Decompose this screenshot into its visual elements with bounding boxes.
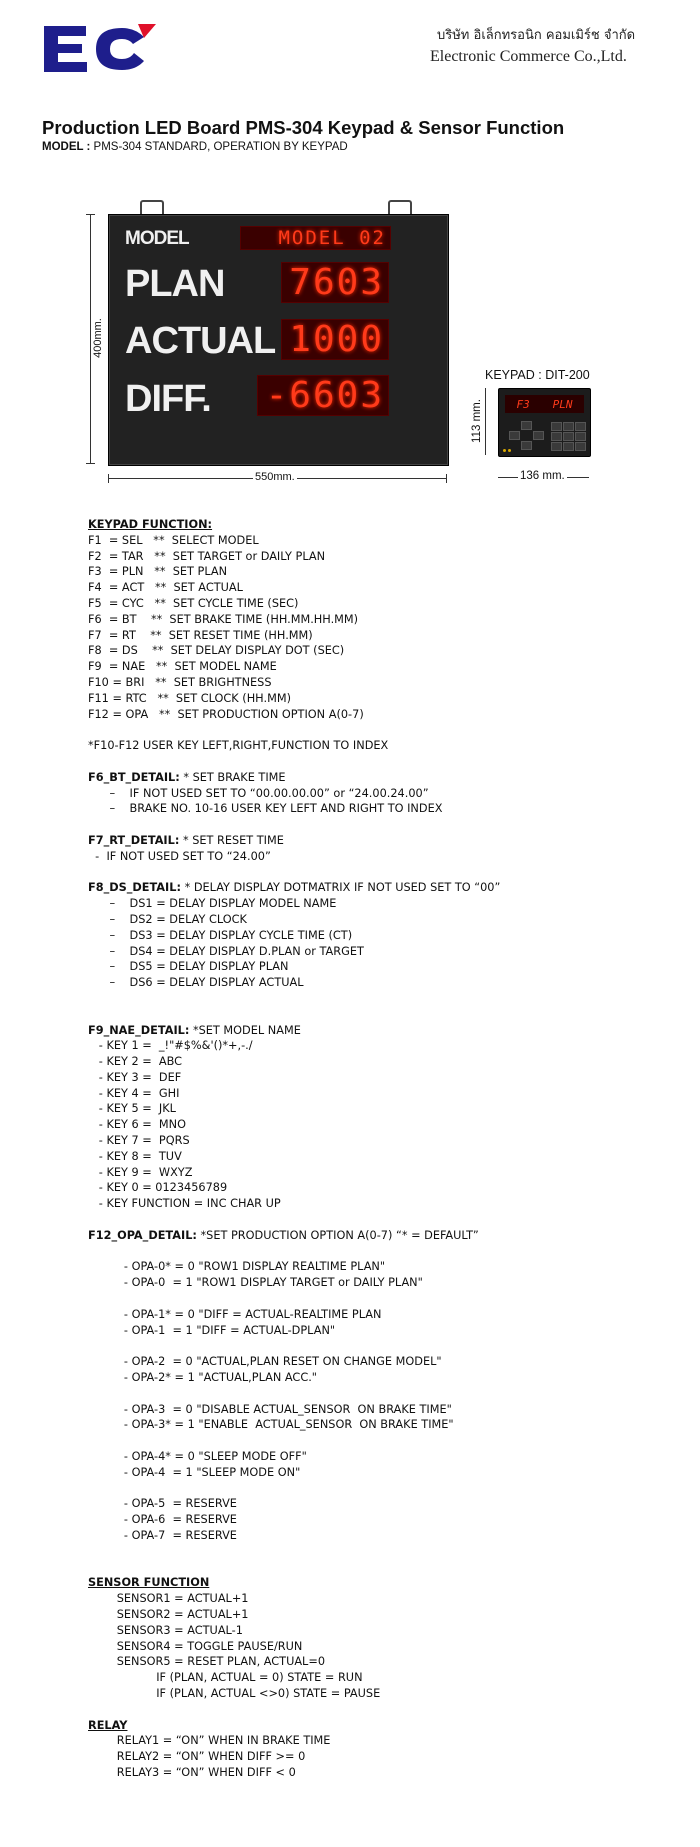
text-line bbox=[88, 1386, 500, 1402]
f12-detail-list bbox=[88, 1244, 500, 1544]
led-board bbox=[108, 214, 449, 466]
text-line: - KEY 7 = PQRS bbox=[88, 1134, 190, 1148]
f6-heading: F6_BT_DETAIL: bbox=[88, 770, 180, 784]
page-title: Production LED Board PMS-304 Keypad & Sensor Function bbox=[42, 117, 565, 138]
text-line: - KEY 3 = DEF bbox=[88, 1070, 182, 1084]
keypad-key bbox=[563, 422, 574, 431]
keypad-down-key bbox=[521, 441, 532, 450]
text-line: - OPA-1 = 1 "DIFF = ACTUAL-DPLAN" bbox=[88, 1323, 336, 1337]
text-line: F4 = ACT ** SET ACTUAL bbox=[88, 581, 243, 595]
f7-heading-line bbox=[88, 833, 500, 849]
text-line: – BRAKE NO. 10-16 USER KEY LEFT AND RIGHT TO INDEX bbox=[88, 802, 443, 816]
text-line: – DS4 = DELAY DISPLAY D.PLAN or TARGET bbox=[88, 944, 364, 958]
text-line bbox=[88, 1481, 500, 1497]
keypad-up-key bbox=[521, 421, 532, 430]
relay-list bbox=[88, 1733, 500, 1780]
text-line: – DS6 = DELAY DISPLAY ACTUAL bbox=[88, 976, 304, 990]
text-line: IF (PLAN, ACTUAL <>0) STATE = PAUSE bbox=[88, 1686, 381, 1700]
text-line: F11 = RTC ** SET CLOCK (HH.MM) bbox=[88, 691, 291, 705]
text-line bbox=[88, 1291, 500, 1307]
text-line bbox=[88, 1244, 500, 1260]
f12-desc: *SET PRODUCTION OPTION A(0-7) “* = DEFAULT” bbox=[196, 1228, 479, 1242]
text-line: – DS1 = DELAY DISPLAY MODEL NAME bbox=[88, 897, 337, 911]
f6-detail-list bbox=[88, 786, 500, 818]
led-display-actual: 1000 bbox=[281, 319, 389, 360]
keypad-key bbox=[551, 442, 562, 451]
f8-heading-line bbox=[88, 880, 500, 896]
f6-heading-line bbox=[88, 770, 500, 786]
model-label: MODEL : bbox=[42, 141, 91, 153]
keypad-display-right: PLN bbox=[552, 397, 573, 411]
f6-desc: * SET BRAKE TIME bbox=[179, 770, 286, 784]
text-line: SENSOR3 = ACTUAL-1 bbox=[88, 1623, 243, 1637]
keypad-height-dimension: 113 mm. bbox=[470, 399, 483, 443]
text-line: - KEY 0 = 0123456789 bbox=[88, 1181, 228, 1195]
text-line: SENSOR5 = RESET PLAN, ACTUAL=0 bbox=[88, 1655, 326, 1669]
text-line: - KEY 1 = _!"#$%&'()*+,-./ bbox=[88, 1039, 253, 1053]
board-label-plan: PLAN bbox=[125, 263, 225, 305]
keypad-left-key bbox=[509, 431, 520, 440]
text-line: - KEY FUNCTION = INC CHAR UP bbox=[88, 1197, 281, 1211]
keypad-function-note: *F10-F12 USER KEY LEFT,RIGHT,FUNCTION TO INDEX bbox=[88, 739, 389, 753]
text-line: - OPA-4 = 1 "SLEEP MODE ON" bbox=[88, 1465, 301, 1479]
text-line bbox=[88, 1338, 500, 1354]
text-line: - IF NOT USED SET TO “24.00” bbox=[88, 849, 271, 863]
text-line: - OPA-1* = 0 "DIFF = ACTUAL-REALTIME PLAN bbox=[88, 1307, 382, 1321]
f7-detail-list bbox=[88, 849, 500, 865]
f9-heading: F9_NAE_DETAIL: bbox=[88, 1023, 190, 1037]
text-line bbox=[88, 1433, 500, 1449]
company-name-thai: บริษัท อิเล็กทรอนิก คอมเมิร์ช จำกัด bbox=[437, 28, 636, 43]
board-label-actual: ACTUAL bbox=[125, 320, 276, 362]
f8-heading: F8_DS_DETAIL: bbox=[88, 881, 181, 895]
company-name-english: Electronic Commerce Co.,Ltd. bbox=[430, 48, 627, 65]
keypad-display bbox=[505, 395, 584, 413]
f9-detail-list bbox=[88, 1038, 500, 1212]
f7-heading: F7_RT_DETAIL: bbox=[88, 833, 180, 847]
text-line: - OPA-0 = 1 "ROW1 DISPLAY TARGET or DAILY PLAN" bbox=[88, 1276, 423, 1290]
keypad-height-dimension-line bbox=[485, 388, 486, 455]
text-line: - OPA-2* = 1 "ACTUAL,PLAN ACC." bbox=[88, 1371, 317, 1385]
keypad-device bbox=[498, 388, 591, 457]
text-line: - OPA-5 = RESERVE bbox=[88, 1497, 237, 1511]
text-line: - OPA-2 = 0 "ACTUAL,PLAN RESET ON CHANGE MODEL" bbox=[88, 1355, 442, 1369]
text-line: F1 = SEL ** SELECT MODEL bbox=[88, 533, 259, 547]
text-line: - KEY 8 = TUV bbox=[88, 1149, 182, 1163]
text-line: F12 = OPA ** SET PRODUCTION OPTION A(0-7) bbox=[88, 707, 364, 721]
f12-heading: F12_OPA_DETAIL: bbox=[88, 1228, 197, 1242]
text-line: - OPA-4* = 0 "SLEEP MODE OFF" bbox=[88, 1450, 307, 1464]
text-line: IF (PLAN, ACTUAL = 0) STATE = RUN bbox=[88, 1671, 363, 1685]
keypad-width-dimension: 136 mm. bbox=[520, 470, 565, 482]
f12-heading-line bbox=[88, 1228, 500, 1244]
f8-desc: * DELAY DISPLAY DOTMATRIX IF NOT USED SET TO “00” bbox=[180, 881, 501, 895]
text-line: - KEY 2 = ABC bbox=[88, 1055, 183, 1069]
keypad-indicator-led bbox=[508, 449, 511, 452]
keypad-key bbox=[575, 442, 586, 451]
board-width-dimension: 550mm. bbox=[255, 471, 295, 483]
text-line: - KEY 6 = MNO bbox=[88, 1118, 186, 1132]
keypad-function-heading: KEYPAD FUNCTION: bbox=[88, 518, 213, 531]
keypad-key bbox=[563, 432, 574, 441]
sensor-function-list bbox=[88, 1591, 500, 1702]
board-height-dimension-line bbox=[90, 214, 91, 464]
text-line: F8 = DS ** SET DELAY DISPLAY DOT (SEC) bbox=[88, 644, 345, 658]
text-line: SENSOR1 = ACTUAL+1 bbox=[88, 1592, 249, 1606]
text-line: SENSOR2 = ACTUAL+1 bbox=[88, 1607, 249, 1621]
f9-heading-line bbox=[88, 1023, 500, 1039]
text-line: F7 = RT ** SET RESET TIME (HH.MM) bbox=[88, 628, 313, 642]
text-line: F6 = BT ** SET BRAKE TIME (HH.MM.HH.MM) bbox=[88, 612, 359, 626]
text-line: – DS3 = DELAY DISPLAY CYCLE TIME (CT) bbox=[88, 928, 353, 942]
text-line: – IF NOT USED SET TO “00.00.00.00” or “24.00.24.00” bbox=[88, 786, 429, 800]
keypad-key bbox=[551, 432, 562, 441]
sensor-function-heading: SENSOR FUNCTION bbox=[88, 1576, 210, 1590]
text-line: RELAY2 = “ON” WHEN DIFF >= 0 bbox=[88, 1750, 306, 1764]
text-line: F5 = CYC ** SET CYCLE TIME (SEC) bbox=[88, 596, 299, 610]
f9-desc: *SET MODEL NAME bbox=[189, 1023, 301, 1037]
text-line: – DS5 = DELAY DISPLAY PLAN bbox=[88, 960, 289, 974]
text-line: SENSOR4 = TOGGLE PAUSE/RUN bbox=[88, 1639, 303, 1653]
text-line: - KEY 4 = GHI bbox=[88, 1086, 180, 1100]
keypad-display-left: F3 bbox=[516, 397, 530, 411]
text-line: – DS2 = DELAY CLOCK bbox=[88, 912, 247, 926]
board-height-dimension: 400mm. bbox=[91, 318, 104, 358]
text-line: F2 = TAR ** SET TARGET or DAILY PLAN bbox=[88, 549, 326, 563]
text-line: F3 = PLN ** SET PLAN bbox=[88, 565, 228, 579]
keypad-key bbox=[551, 422, 562, 431]
relay-heading: RELAY bbox=[88, 1718, 128, 1732]
text-line: - OPA-7 = RESERVE bbox=[88, 1529, 237, 1542]
function-text bbox=[88, 517, 500, 1781]
keypad-function-list bbox=[88, 533, 500, 723]
text-line: - OPA-3 = 0 "DISABLE ACTUAL_SENSOR ON BRAKE TIME" bbox=[88, 1402, 452, 1416]
text-line: F10 = BRI ** SET BRIGHTNESS bbox=[88, 675, 272, 689]
f7-desc: * SET RESET TIME bbox=[179, 833, 284, 847]
led-display-model: MODEL 02 bbox=[240, 226, 391, 250]
text-line: - KEY 9 = WXYZ bbox=[88, 1165, 193, 1179]
led-display-plan: 7603 bbox=[281, 262, 389, 303]
text-line: - OPA-6 = RESERVE bbox=[88, 1513, 237, 1527]
keypad-title: KEYPAD : DIT-200 bbox=[485, 368, 590, 382]
keypad-key bbox=[575, 422, 586, 431]
text-line: F9 = NAE ** SET MODEL NAME bbox=[88, 660, 277, 674]
text-line: - KEY 5 = JKL bbox=[88, 1102, 176, 1116]
board-label-model: MODEL bbox=[125, 228, 189, 249]
keypad-right-key bbox=[533, 431, 544, 440]
text-line: - OPA-3* = 1 "ENABLE ACTUAL_SENSOR ON BRAKE TIME" bbox=[88, 1418, 454, 1432]
model-line bbox=[42, 141, 348, 153]
model-value: PMS-304 STANDARD, OPERATION BY KEYPAD bbox=[90, 141, 348, 153]
board-label-diff: DIFF. bbox=[125, 378, 211, 420]
keypad-indicator-led bbox=[503, 449, 506, 452]
f8-detail-list bbox=[88, 896, 500, 991]
led-display-diff: -6603 bbox=[257, 375, 389, 416]
ec-logo bbox=[40, 20, 158, 78]
text-line: RELAY1 = “ON” WHEN IN BRAKE TIME bbox=[88, 1734, 331, 1748]
keypad-key bbox=[563, 442, 574, 451]
text-line: - OPA-0* = 0 "ROW1 DISPLAY REALTIME PLAN" bbox=[88, 1260, 386, 1274]
text-line: RELAY3 = “ON” WHEN DIFF < 0 bbox=[88, 1765, 296, 1779]
keypad-key bbox=[575, 432, 586, 441]
